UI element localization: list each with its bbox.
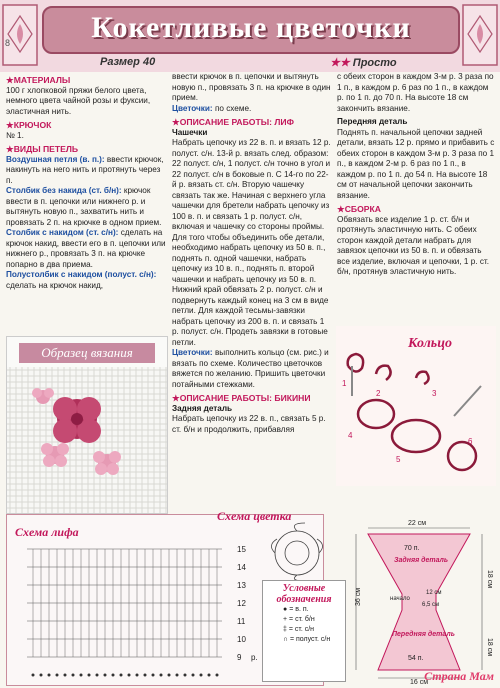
page-number: 8 [5,38,11,48]
legend-item [283,625,345,635]
bodice-chart-title: Схема лифа [15,525,79,539]
legend-title: Условные обозначения [276,583,332,605]
ring-step-4-icon [358,400,394,428]
flower-chart-icon [271,523,322,581]
cups-heading: Чашечки [172,127,208,137]
air-loop-def [6,155,166,187]
half-height-top: 18 см [486,570,493,589]
start-label: начало [390,596,410,602]
bottom-width-label: 16 см [410,679,429,684]
assembly-text: Обвязать все изделие 1 р. ст. б/н и протянуть эластичную нить. С обеих сторон каждой детали набрать для завязок цепочки из 50 в. п. и обвязать все изделие, включая и цепочки, 1 р. ст. б/н, протянув эластичную нить. [337,214,490,276]
cups-text: Набрать цепочку из 22 в. п. и вязать 12 р. полуст. с/н. 13-й р. вязать след. образом: 22 полуст. с/н, 1 полуст. с/н точно в угол и 22 полуст. с/н в боковые п. С 14-го по 22-й р. вязать ст. с/н. Вторую чашечку связать так же. Начиная с верхнего угла чашечки для бретели набрать цепочку из 100 в. п. и связать 1 р. полуст. с/н, включая и чашечку со стороны проймы. Для того чтобы объединить обе детали, необходимо набрать цепочку из 50 в. п., поднять п. одной чашечки, набрать цепочку из 10 в. п., поднять п. второй чашечки и набрать цепочку из 50 в. п. Нижний край обвязать 2 р. полуст. с/н и подвернуть каждый конец на 3 см в виде петли. Для каждой тесьмы-завязки набрать цепочку из 200 в. п. и связать 1 р. полуст. с/н. Продеть завязки в готовые петли. [172,138,331,347]
hook-heading: ★КРЮЧОК [6,120,52,130]
hdc-term: Полустолбик с накидом (полуст. с/н): [6,270,157,279]
back-label: Задняя деталь [394,557,449,564]
flowers2-text: выполнить кольцо (см. рис.) и вязать по схеме. Количество цветочков вяжется по желанию. Пришить цветочки потайными стежками. [172,348,329,389]
bikini-heading: ★ОПИСАНИЕ РАБОТЫ: БИКИНИ [172,393,311,403]
air-loop-term: Воздушная петля (в. п.): [6,154,105,164]
column-left [6,72,166,291]
top-width-label: 22 см [408,520,427,527]
sample-knit-texture [7,337,167,513]
flowers2-term: Цветочки: [172,348,213,357]
legend-item [283,605,345,615]
front-stitches: 54 п. [408,655,424,662]
row-number: 15 [237,545,246,554]
dc-term: Столбик с накидом (ст. с/н): [6,228,119,237]
ring-step-1-label: 1 [342,379,347,388]
flowers-ref-text: по схеме. [214,103,252,113]
legend-label: = полуст. с/н [289,636,331,643]
stitches-heading: ★ВИДЫ ПЕТЕЛЬ [6,144,79,154]
bikini-shape-icon [368,534,470,670]
legend-symbol: + [283,616,288,623]
half-height-bottom: 18 см [486,638,493,657]
back-piece-text: Набрать цепочку из 22 в. п., связать 5 р. ст. б/н и продолжить, прибавляя [172,414,326,434]
hook-text: № 1. [6,130,24,140]
front-label: Передняя деталь [392,631,455,638]
flower-chart-title: Схема цветка [217,509,292,523]
chain-row-dots [32,674,219,677]
legend-symbol: ● [283,606,288,613]
flowers-instructions [172,348,332,390]
ring-title: Кольцо [408,336,452,351]
ring-step-3-label: 3 [432,389,437,398]
sc-text: крючок ввести в п. цепочки или нижнего р. и вытянуть новую п., захватить нить и провязать 2 п. на крючке в одном прием. [6,186,162,227]
legend-box [262,580,346,682]
hdc-def [6,270,166,291]
corner-ornament-left-icon [2,4,38,66]
front-piece-heading: Передняя деталь [337,117,408,126]
ring-steps-illustration [336,326,496,486]
flowers-ref [172,104,332,115]
row-number: 13 [237,581,246,590]
row-number: 11 [237,617,246,626]
legend-item [283,615,345,625]
materials-text: 100 г хлопковой пряжи белого цвета, немного цвета чайной розы и фуксии, эластичная нить. [6,85,151,116]
legend-symbol: ‡ [283,626,287,633]
mid-width-top: 12 см [426,590,442,596]
ring-step-2-label: 2 [376,389,381,398]
bikini-pattern-diagram [350,514,496,684]
sample-title: Образец вязания [19,343,155,363]
title-banner [42,6,460,54]
row-suffix: р. [251,653,258,662]
ring-step-6-icon [448,442,476,470]
difficulty-text: Просто [352,57,397,69]
row-number: 10 [237,635,246,644]
materials-heading: ★МАТЕРИАЛЫ [6,75,71,85]
flower-large-icon [53,397,101,443]
row-number: 12 [237,599,246,608]
ring-step-2-icon [376,366,391,380]
ring-diagram [336,326,496,486]
legend-label: = ст. с/н [288,626,315,633]
flowers-term: Цветочки: [172,103,213,113]
knitting-sample-photo [6,336,168,514]
sc-def [6,186,166,228]
legend-symbol: ∩ [283,636,289,643]
back-stitches: 70 п. [404,545,420,552]
watermark: Страна Мам [424,669,494,683]
mid-width-bottom: 6,5 см [422,602,440,608]
assembly-heading: ★СБОРКА [337,204,381,214]
back-piece-heading: Задняя деталь [172,403,233,413]
row-number: 14 [237,563,246,572]
legend-label: = в. п. [289,606,309,613]
legend-label: = ст. б/н [289,616,315,623]
sc-term: Столбик без накида (ст. б/н): [6,186,122,195]
ring-step-1-icon [348,354,363,372]
hdc-continuation: ввести крючок в п. цепочки и вытянуть новую п., провязать 3 п. на крючке в один прием. [172,72,331,102]
ring-step-5-icon [392,420,440,452]
ring-step-4-label: 4 [348,431,353,440]
hdc-text: сделать на крючок накид, [6,280,103,290]
size-label: Размер 40 [100,56,156,68]
bikini-pattern-svg [350,514,496,684]
bodice-heading: ★ОПИСАНИЕ РАБОТЫ: ЛИФ [172,117,294,127]
header-band [0,0,500,72]
ring-step-3-icon [416,372,429,384]
row-number: 9 [237,653,242,662]
page-title: Кокетливые цветочки [91,11,411,44]
back-piece-continued: с обеих сторон в каждом 3-м р. 3 раза по 1 п., в каждом р. 6 раз по 1 п., в каждом р. по 1 п. до 70 п. На высоте 18 см закончить вязание. [337,72,494,113]
front-piece-text: Поднять п. начальной цепочки задней детали, вязать 12 р. прямо и прибавить с обеих сторон в каждом 3-м р. 3 раза по 1 п., в каждом 2-м р. 6 раз по 1 п., в каждом р. по 1 п. до 54 п. На высоте 18 см от начальной цепочки закончить вязание. [337,127,495,200]
ring-step-5-label: 5 [396,455,401,464]
air-loop-text: ввести крючок, накинуть на него нить и протянуть через п. [6,154,164,185]
legend-item [283,635,345,645]
difficulty-label [330,56,397,69]
corner-ornament-right-icon [462,4,498,66]
dc-text: сделать на крючок накид, ввести его в п. цепочки или нижнего р., провязать 3 п. на крючке попарно в два приема. [6,228,166,269]
difficulty-stars: ★★ [330,57,350,69]
height-label: 36 см [355,587,362,606]
hook-icon [454,386,481,416]
dc-def [6,228,166,270]
column-middle [172,72,332,435]
column-right [337,72,495,278]
ring-step-6-label: 6 [468,437,473,446]
